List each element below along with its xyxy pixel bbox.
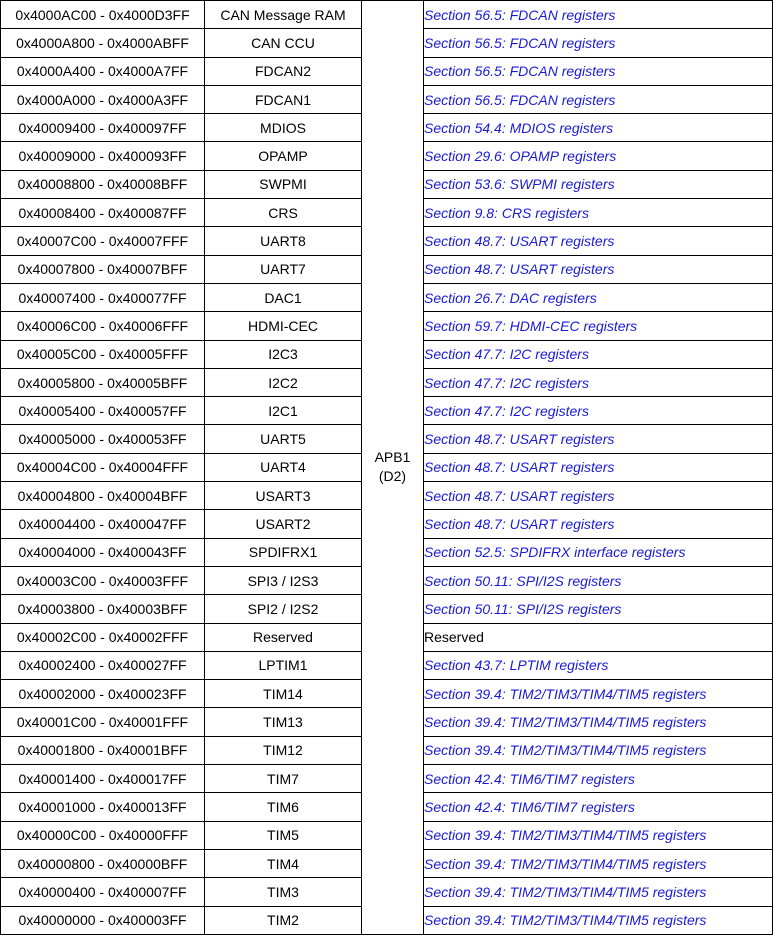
register-map-cell xyxy=(424,114,773,142)
peripheral-cell: Reserved xyxy=(205,623,362,651)
address-range-cell: 0x40007400 - 0x400077FF xyxy=(1,283,205,311)
register-map-cell xyxy=(424,736,773,764)
peripheral-cell: TIM14 xyxy=(205,680,362,708)
address-range-cell: 0x40009000 - 0x400093FF xyxy=(1,142,205,170)
register-map-cell xyxy=(424,425,773,453)
register-map-cell xyxy=(424,170,773,198)
register-map-link[interactable]: Section 48.7: USART registers xyxy=(424,459,615,476)
register-map-link[interactable]: Section 50.11: SPI/I2S registers xyxy=(424,572,622,589)
address-range-cell: 0x40000400 - 0x400007FF xyxy=(1,878,205,906)
address-range-cell: 0x40002400 - 0x400027FF xyxy=(1,651,205,679)
peripheral-cell: SPI2 / I2S2 xyxy=(205,595,362,623)
register-map-cell xyxy=(424,142,773,170)
register-map-cell xyxy=(424,29,773,57)
address-range-cell: 0x4000A800 - 0x4000ABFF xyxy=(1,29,205,57)
peripheral-cell: CAN CCU xyxy=(205,29,362,57)
address-range-cell: 0x40002000 - 0x400023FF xyxy=(1,680,205,708)
register-map-link[interactable]: Section 39.4: TIM2/TIM3/TIM4/TIM5 registers xyxy=(424,685,707,702)
peripheral-cell: FDCAN2 xyxy=(205,57,362,85)
peripheral-cell: TIM2 xyxy=(205,906,362,934)
register-map-link[interactable]: Section 56.5: FDCAN registers xyxy=(424,91,616,108)
peripheral-cell: DAC1 xyxy=(205,283,362,311)
register-map-cell xyxy=(424,397,773,425)
peripheral-cell: TIM3 xyxy=(205,878,362,906)
register-map-text: Reserved xyxy=(424,629,484,646)
register-map-link[interactable]: Section 39.4: TIM2/TIM3/TIM4/TIM5 registers xyxy=(424,742,707,759)
address-range-cell: 0x40008800 - 0x40008BFF xyxy=(1,170,205,198)
register-map-link[interactable]: Section 47.7: I2C registers xyxy=(424,402,589,419)
peripheral-cell: UART4 xyxy=(205,453,362,481)
register-map-link[interactable]: Section 50.11: SPI/I2S registers xyxy=(424,600,622,617)
address-range-cell: 0x40000000 - 0x400003FF xyxy=(1,906,205,934)
register-map-link[interactable]: Section 39.4: TIM2/TIM3/TIM4/TIM5 registers xyxy=(424,912,707,929)
register-map-cell xyxy=(424,595,773,623)
peripheral-cell: UART5 xyxy=(205,425,362,453)
address-range-cell: 0x40003800 - 0x40003BFF xyxy=(1,595,205,623)
register-map-cell xyxy=(424,821,773,849)
register-map-link[interactable]: Section 48.7: USART registers xyxy=(424,515,615,532)
register-map-cell xyxy=(424,199,773,227)
peripheral-cell: TIM12 xyxy=(205,736,362,764)
register-map-cell xyxy=(424,906,773,934)
register-map-cell xyxy=(424,368,773,396)
peripheral-cell: I2C3 xyxy=(205,340,362,368)
peripheral-cell: CRS xyxy=(205,199,362,227)
peripheral-cell: UART7 xyxy=(205,255,362,283)
table-row xyxy=(1,1,773,29)
register-map-cell xyxy=(424,651,773,679)
register-map-cell xyxy=(424,453,773,481)
register-map-link[interactable]: Section 56.5: FDCAN registers xyxy=(424,63,616,80)
bus-domain: (D2) xyxy=(378,468,407,485)
peripheral-cell: SPDIFRX1 xyxy=(205,538,362,566)
register-map-link[interactable]: Section 39.4: TIM2/TIM3/TIM4/TIM5 registers xyxy=(424,883,707,900)
register-map-cell xyxy=(424,510,773,538)
register-map-link[interactable]: Section 47.7: I2C registers xyxy=(424,346,589,363)
peripheral-cell: TIM4 xyxy=(205,849,362,877)
register-map-cell xyxy=(424,623,773,651)
register-map-link[interactable]: Section 48.7: USART registers xyxy=(424,261,615,278)
address-range-cell: 0x40000C00 - 0x40000FFF xyxy=(1,821,205,849)
peripheral-cell: USART3 xyxy=(205,482,362,510)
register-map-cell xyxy=(424,255,773,283)
peripheral-cell: MDIOS xyxy=(205,114,362,142)
register-map-link[interactable]: Section 52.5: SPDIFRX interface registers xyxy=(424,544,686,561)
bus-cell xyxy=(362,1,424,935)
address-range-cell: 0x40004400 - 0x400047FF xyxy=(1,510,205,538)
register-map-cell xyxy=(424,793,773,821)
register-map-cell xyxy=(424,765,773,793)
bus-name: APB1 xyxy=(374,449,411,466)
address-range-cell: 0x40004C00 - 0x40004FFF xyxy=(1,453,205,481)
register-map-cell xyxy=(424,482,773,510)
register-map-link[interactable]: Section 47.7: I2C registers xyxy=(424,374,589,391)
address-range-cell: 0x40007800 - 0x40007BFF xyxy=(1,255,205,283)
register-map-link[interactable]: Section 29.6: OPAMP registers xyxy=(424,148,617,165)
register-map-cell xyxy=(424,849,773,877)
peripheral-cell: USART2 xyxy=(205,510,362,538)
register-map-cell xyxy=(424,1,773,29)
register-map-cell xyxy=(424,85,773,113)
register-map-link[interactable]: Section 26.7: DAC registers xyxy=(424,289,597,306)
memory-map-body xyxy=(1,1,773,935)
register-map-link[interactable]: Section 48.7: USART registers xyxy=(424,487,615,504)
address-range-cell: 0x40001800 - 0x40001BFF xyxy=(1,736,205,764)
register-map-cell xyxy=(424,878,773,906)
address-range-cell: 0x40005C00 - 0x40005FFF xyxy=(1,340,205,368)
register-map-link[interactable]: Section 56.5: FDCAN registers xyxy=(424,34,616,51)
register-map-link[interactable]: Section 53.6: SWPMI registers xyxy=(424,176,615,193)
address-range-cell: 0x40003C00 - 0x40003FFF xyxy=(1,566,205,594)
register-map-link[interactable]: Section 39.4: TIM2/TIM3/TIM4/TIM5 registers xyxy=(424,855,707,872)
register-map-cell xyxy=(424,708,773,736)
address-range-cell: 0x4000A400 - 0x4000A7FF xyxy=(1,57,205,85)
peripheral-cell: SWPMI xyxy=(205,170,362,198)
register-map-link[interactable]: Section 9.8: CRS registers xyxy=(424,204,589,221)
peripheral-cell: CAN Message RAM xyxy=(205,1,362,29)
address-range-cell: 0x40006C00 - 0x40006FFF xyxy=(1,312,205,340)
register-map-link[interactable]: Section 56.5: FDCAN registers xyxy=(424,6,616,23)
register-map-cell xyxy=(424,340,773,368)
peripheral-cell: LPTIM1 xyxy=(205,651,362,679)
register-map-cell xyxy=(424,57,773,85)
address-range-cell: 0x40008400 - 0x400087FF xyxy=(1,199,205,227)
register-map-link[interactable]: Section 54.4: MDIOS registers xyxy=(424,119,614,136)
register-map-link[interactable]: Section 59.7: HDMI-CEC registers xyxy=(424,317,638,334)
address-range-cell: 0x40001400 - 0x400017FF xyxy=(1,765,205,793)
register-map-cell xyxy=(424,312,773,340)
register-map-link[interactable]: Section 48.7: USART registers xyxy=(424,233,615,250)
peripheral-cell: SPI3 / I2S3 xyxy=(205,566,362,594)
address-range-cell: 0x40001000 - 0x400013FF xyxy=(1,793,205,821)
peripheral-cell: I2C2 xyxy=(205,368,362,396)
register-map-link[interactable]: Section 43.7: LPTIM registers xyxy=(424,657,609,674)
address-range-cell: 0x40002C00 - 0x40002FFF xyxy=(1,623,205,651)
register-map-link[interactable]: Section 39.4: TIM2/TIM3/TIM4/TIM5 registers xyxy=(424,714,707,731)
address-range-cell: 0x4000AC00 - 0x4000D3FF xyxy=(1,1,205,29)
peripheral-cell: HDMI-CEC xyxy=(205,312,362,340)
peripheral-cell: OPAMP xyxy=(205,142,362,170)
address-range-cell: 0x40004000 - 0x400043FF xyxy=(1,538,205,566)
peripheral-cell: TIM13 xyxy=(205,708,362,736)
address-range-cell: 0x40009400 - 0x400097FF xyxy=(1,114,205,142)
address-range-cell: 0x40005800 - 0x40005BFF xyxy=(1,368,205,396)
address-range-cell: 0x40005000 - 0x400053FF xyxy=(1,425,205,453)
peripheral-cell: FDCAN1 xyxy=(205,85,362,113)
register-map-link[interactable]: Section 48.7: USART registers xyxy=(424,431,615,448)
register-map-link[interactable]: Section 39.4: TIM2/TIM3/TIM4/TIM5 registers xyxy=(424,827,707,844)
address-range-cell: 0x40000800 - 0x40000BFF xyxy=(1,849,205,877)
register-map-cell xyxy=(424,566,773,594)
register-map-cell xyxy=(424,680,773,708)
register-map-link[interactable]: Section 42.4: TIM6/TIM7 registers xyxy=(424,770,635,787)
peripheral-cell: UART8 xyxy=(205,227,362,255)
address-range-cell: 0x40007C00 - 0x40007FFF xyxy=(1,227,205,255)
register-map-link[interactable]: Section 42.4: TIM6/TIM7 registers xyxy=(424,798,635,815)
address-range-cell: 0x4000A000 - 0x4000A3FF xyxy=(1,85,205,113)
address-range-cell: 0x40001C00 - 0x40001FFF xyxy=(1,708,205,736)
peripheral-cell: TIM5 xyxy=(205,821,362,849)
address-range-cell: 0x40004800 - 0x40004BFF xyxy=(1,482,205,510)
peripheral-cell: TIM6 xyxy=(205,793,362,821)
register-map-cell xyxy=(424,538,773,566)
register-map-cell xyxy=(424,227,773,255)
register-map-cell xyxy=(424,283,773,311)
peripheral-cell: I2C1 xyxy=(205,397,362,425)
peripheral-cell: TIM7 xyxy=(205,765,362,793)
address-range-cell: 0x40005400 - 0x400057FF xyxy=(1,397,205,425)
